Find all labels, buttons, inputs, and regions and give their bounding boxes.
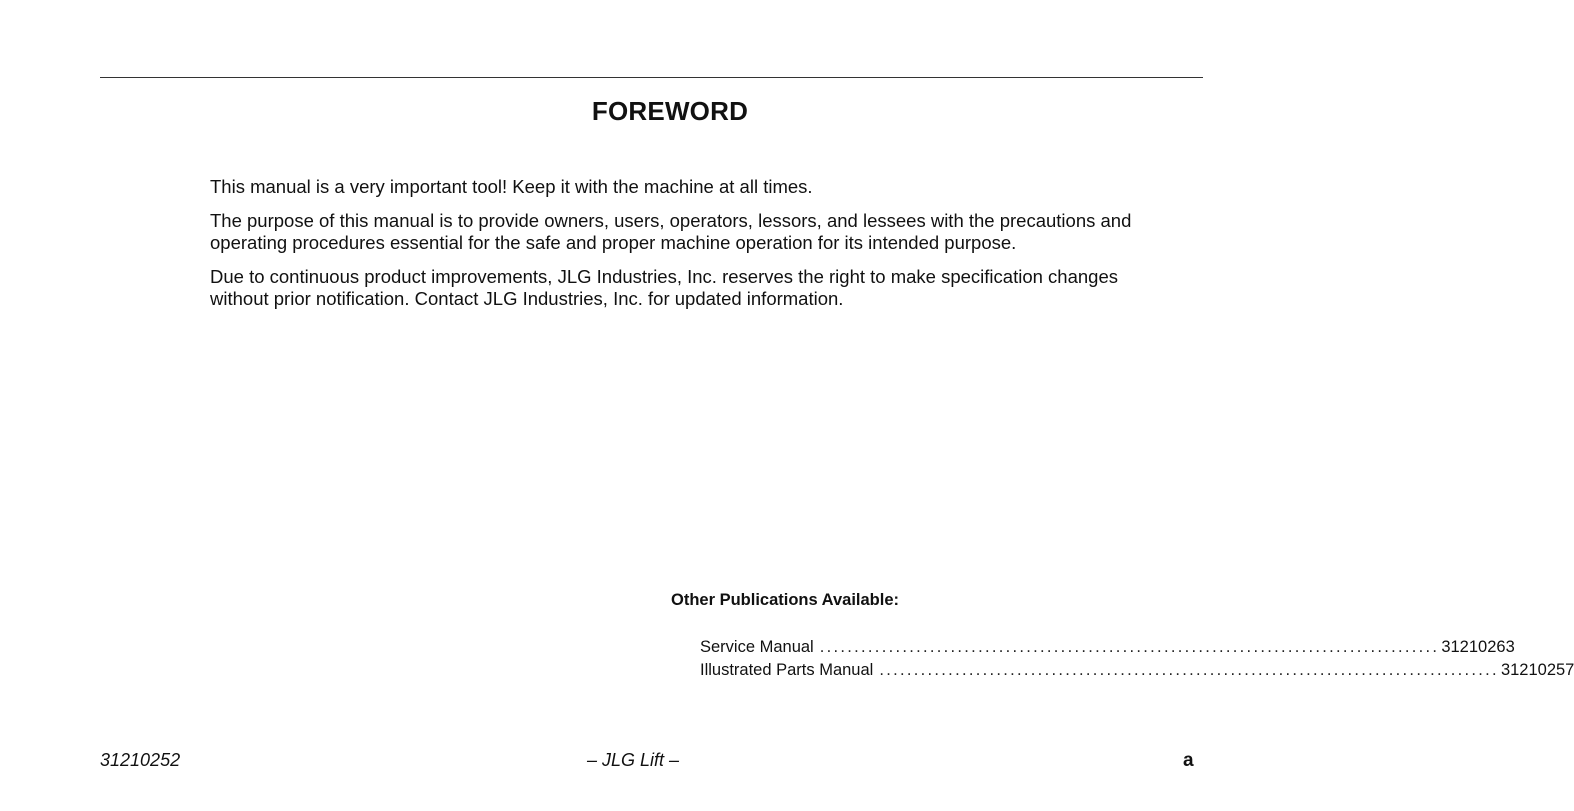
publications-heading: Other Publications Available:: [671, 591, 899, 609]
foreword-body: [210, 176, 1160, 322]
paragraph-improvements: Due to continuous product improvements, JLG Industries, Inc. reserves the right to make specification changes without prior notification. Contact JLG Industries, Inc. for updated information.: [210, 265, 1118, 309]
dot-leader: ..........................................................................................: [819, 638, 1440, 656]
publication-name: Illustrated Parts Manual: [700, 660, 874, 679]
publication-row: [700, 659, 1574, 682]
dot-leader: ..........................................................................................: [879, 660, 1499, 679]
page-title: FOREWORD: [591, 96, 749, 126]
paragraph-keep-manual: This manual is a very important tool! Keep it with the machine at all times.: [210, 176, 813, 197]
publication-row: [700, 636, 1515, 659]
header-rule: [100, 77, 1203, 78]
footer-page-label: a: [1183, 750, 1194, 771]
footer-product-name: – JLG Lift –: [586, 750, 680, 770]
footer-doc-number: 31210252: [100, 750, 181, 770]
publication-name: Service Manual: [700, 638, 814, 656]
paragraph-purpose: The purpose of this manual is to provide owners, users, operators, lessors, and lessees with the precautions and operating procedures essential for the safe and proper machine operation for its intended purpose.: [210, 209, 1132, 253]
publication-number: 31210263: [1441, 638, 1515, 656]
publication-number: 31210257: [1500, 660, 1574, 679]
publications-list: [700, 636, 1574, 681]
